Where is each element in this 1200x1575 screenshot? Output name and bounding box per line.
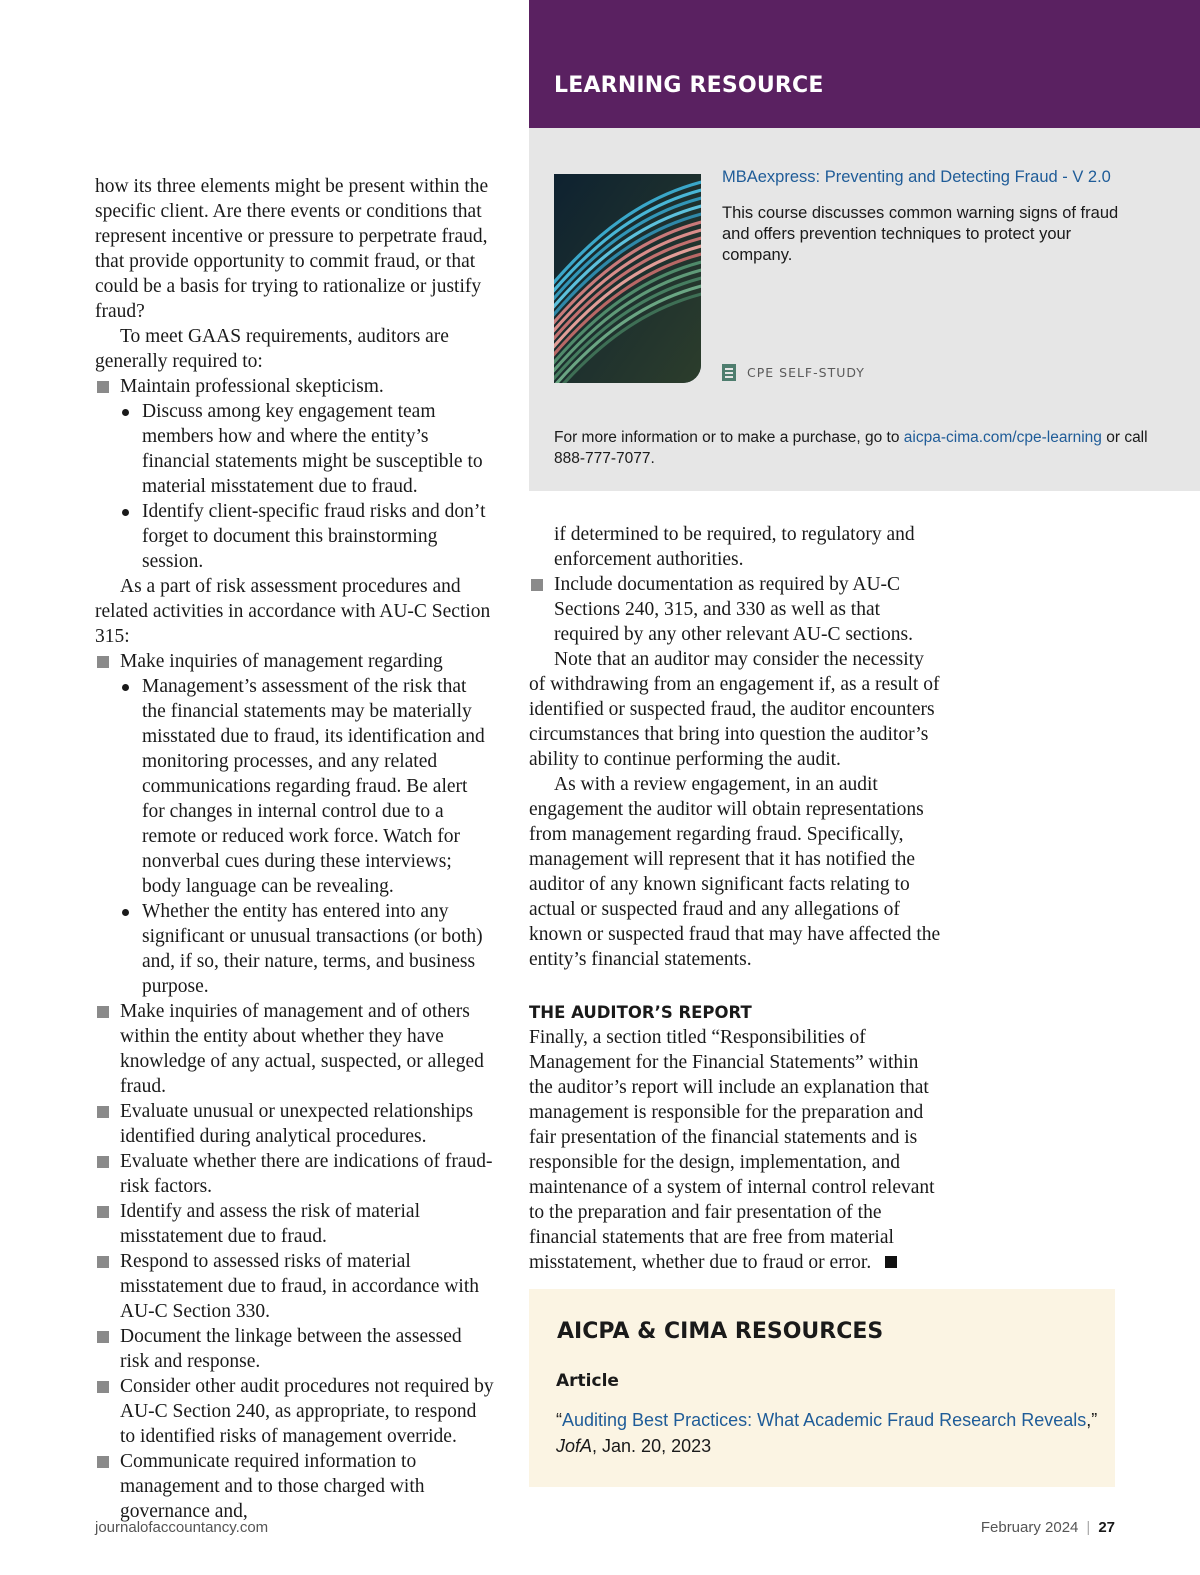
footer-issue xyxy=(981,1519,1115,1536)
resources-box xyxy=(529,1289,1115,1487)
bullet-item: Evaluate whether there are indications of fraud-risk factors. xyxy=(95,1149,495,1199)
publication-date: , Jan. 20, 2023 xyxy=(592,1436,712,1456)
bullet-item: Identify and assess the risk of material misstatement due to fraud. xyxy=(95,1199,495,1249)
paragraph: Note that an auditor may consider the necessity of withdrawing from an engagement if, as a result of identified or suspected fraud, the auditor encounters circumstances that bring into question the auditor’s ability to continue performing the audit. xyxy=(529,649,940,770)
cpe-learning-link[interactable]: aicpa-cima.com/cpe-learning xyxy=(903,429,1102,446)
resource-article xyxy=(556,1407,1101,1459)
page-number: 27 xyxy=(1098,1519,1115,1536)
article-link[interactable]: Auditing Best Practices: What Academic Fraud Research Reveals xyxy=(562,1410,1087,1430)
footer-site: journalofaccountancy.com xyxy=(95,1519,269,1536)
course-cover-image[interactable] xyxy=(554,174,701,383)
bullet-item: Document the linkage between the assessed risk and response. xyxy=(95,1324,495,1374)
left-column xyxy=(95,174,495,1524)
footer-separator: | xyxy=(1086,1519,1091,1536)
course-title-link[interactable]: MBAexpress: Preventing and Detecting Fraud - V 2.0 xyxy=(722,168,1111,186)
more-info-suffix: or call 888-777-7077. xyxy=(554,429,1148,467)
bullet-item: Make inquiries of management and of others within the entity about whether they have knowledge of any actual, suspected, or alleged fraud. xyxy=(95,999,495,1099)
cpe-self-study-tag xyxy=(722,363,865,381)
more-info-text xyxy=(554,427,1154,469)
bullet-item: Evaluate unusual or unexpected relationships identified during analytical procedures. xyxy=(95,1099,495,1149)
learning-resource-box xyxy=(529,128,1200,491)
quote-open: “ xyxy=(556,1410,562,1430)
course-cover-art xyxy=(554,174,701,383)
bullet-continuation-text: if determined to be required, to regulatory and enforcement authorities. xyxy=(554,524,915,570)
bullet-continuation xyxy=(529,522,941,572)
bullet-item: Communicate required information to management and to those charged with governance and, xyxy=(95,1449,495,1524)
sub-bullet-item: Whether the entity has entered into any significant or unusual transactions (or both) and, if so, their nature, terms, and business purpose. xyxy=(95,899,495,999)
bullet-item: Respond to assessed risks of material misstatement due to fraud, in accordance with AU-C Section 330. xyxy=(95,1249,495,1324)
document-icon xyxy=(722,364,736,381)
resources-label: Article xyxy=(556,1371,619,1391)
learning-resource-header xyxy=(529,0,1200,128)
paragraph xyxy=(529,1025,941,1275)
bullet-item: Make inquiries of management regarding xyxy=(95,649,495,674)
paragraph: To meet GAAS requirements, auditors are generally required to: xyxy=(95,326,449,372)
bullet-item: Maintain professional skepticism. xyxy=(95,374,495,399)
cpe-self-study-label: CPE SELF-STUDY xyxy=(747,364,865,380)
sub-bullet-item: Management’s assessment of the risk that the financial statements may be materially misstated due to fraud, its identification and monitoring processes, and any related communications regarding fraud. Be alert for changes in internal control due to a remote or reduced work force. Watch for nonverbal cues during these interviews; body language can be revealing. xyxy=(95,674,495,899)
more-info-prefix: For more information or to make a purchase, go to xyxy=(554,429,904,446)
middle-column xyxy=(529,522,941,1275)
bullet-item: Include documentation as required by AU-C Sections 240, 315, and 330 as well as that required by any other relevant AU-C sections. xyxy=(529,572,941,647)
course-description: This course discusses common warning signs of fraud and offers prevention techniques to protect your company. xyxy=(722,204,1119,264)
issue-date: February 2024 xyxy=(980,1519,1079,1536)
paragraph: As with a review engagement, in an audit engagement the auditor will obtain representations from management regarding fraud. Specifically, management will represent that it has notified the auditor of any known significant facts relating to actual or suspected fraud and any allegations of known or suspected fraud that may have affected the entity’s financial statements. xyxy=(529,774,941,970)
sub-bullet-item: Identify client-specific fraud risks and don’t forget to document this brainstorming session. xyxy=(95,499,495,574)
publication-name: JofA xyxy=(556,1436,593,1456)
sub-bullet-item: Discuss among key engagement team members how and where the entity’s financial statements might be susceptible to material misstatement due to fraud. xyxy=(95,399,495,499)
end-mark-icon xyxy=(885,1256,897,1268)
paragraph: As a part of risk assessment procedures and related activities in accordance with AU-C Section 315: xyxy=(95,576,491,647)
resources-title: AICPA & CIMA RESOURCES xyxy=(557,1319,884,1344)
paragraph-text: Finally, a section titled “Responsibilities of Management for the Financial Statements” within the auditor’s report will include an explanation that management is responsible for the preparation and fair presentation of the financial statements and is responsible for the design, implementation, and maintenance of a system of internal control relevant to the preparation and fair presentation of the financial statements that are free from material misstatement, whether due to fraud or error. xyxy=(529,1027,935,1273)
paragraph: how its three elements might be present within the specific client. Are there events or conditions that represent incentive or pressure to perpetrate fraud, that provide opportunity to commit fraud, or that could be a basis for trying to rationalize or justify fraud? xyxy=(95,176,489,322)
quote-close: ,” xyxy=(1086,1410,1098,1430)
learning-resource-title: LEARNING RESOURCE xyxy=(554,73,824,98)
section-heading: THE AUDITOR’S REPORT xyxy=(529,1003,752,1022)
bullet-item: Consider other audit procedures not required by AU-C Section 240, as appropriate, to respond to identified risks of management override. xyxy=(95,1374,495,1449)
